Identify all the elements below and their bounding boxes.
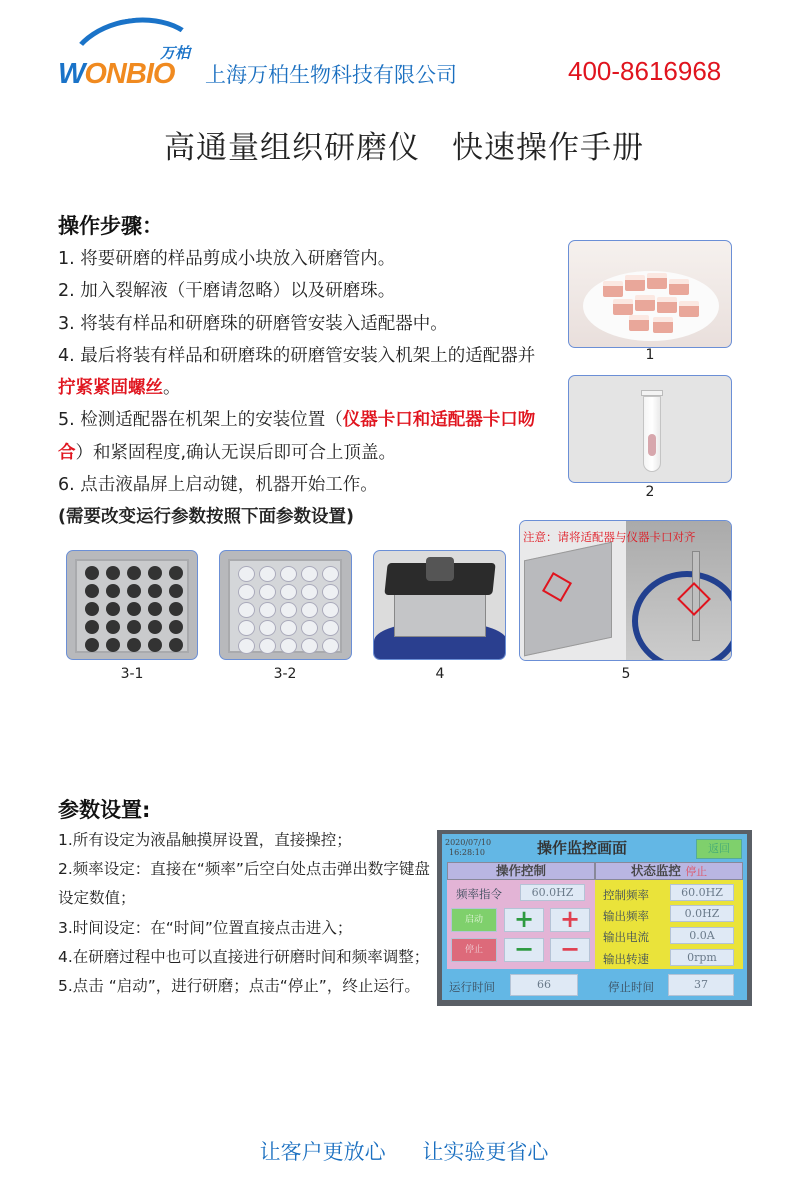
photo-meat-cubes [568,240,732,348]
footer-slogan [0,1136,808,1166]
lcd-out-current-value: 0.0A [670,927,734,944]
lcd-coarse-minus-button[interactable]: − [504,938,544,962]
lcd-run-time-input[interactable]: 66 [510,974,578,996]
lcd-stop-time-input[interactable]: 37 [668,974,734,996]
lcd-coarse-plus-button[interactable]: + [504,908,544,932]
adapter-hole [301,638,318,654]
adapter-hole [148,602,162,616]
photo-mounted-adapter [373,550,506,660]
photo-adapter-tubes [219,550,352,660]
adapter-hole [301,566,318,582]
lcd-run-time-label: 运行时间 [449,980,495,994]
step-6: 6. 点击液晶屏上启动键，机器开始工作。 [58,475,378,496]
photo-1-caption: 1 [645,347,655,363]
adapter-hole [238,584,255,600]
step-1: 1. 将要研磨的样品剪成小块放入研磨管内。 [58,249,396,269]
adapter-hole [322,566,339,582]
lcd-fine-minus-button[interactable]: − [550,938,590,962]
lcd-stop-button[interactable]: 停止 [451,938,497,962]
company-logo [56,18,206,88]
adapter-hole [127,566,141,580]
step-5: 5. 检测适配器在机架上的安装位置（仪器卡口和适配器卡口吻合）和紧固程度,确认无误后即可合上顶盖。 [58,410,536,463]
company-name: 上海万柏生物科技有限公司 [205,63,457,87]
param-1: 1.所有设定为液晶触摸屏设置，直接操控； [58,831,352,849]
adapter-hole [127,602,141,616]
lcd-out-current-label: 输出电流 [603,930,649,944]
lcd-back-button[interactable]: 返回 [696,839,742,859]
photo-3-1-caption: 3-1 [120,666,144,682]
adapter-hole [322,620,339,636]
lcd-status-value: 停止 [685,865,708,878]
adapter-hole [301,620,318,636]
adapter-hole [85,584,99,598]
lcd-out-speed-label: 输出转速 [603,952,649,966]
photo-adapter-empty [66,550,198,660]
photo-4-caption: 4 [435,666,445,682]
adapter-hole [259,620,276,636]
lcd-freq-cmd-label: 频率指令 [456,887,502,901]
lcd-out-speed-value: 0rpm [670,949,734,966]
adapter-hole [85,620,99,634]
lcd-start-button[interactable]: 启动 [451,908,497,932]
adapter-hole [85,602,99,616]
photo-2-caption: 2 [645,484,655,500]
adapter-hole [259,602,276,618]
adapter-hole [106,584,120,598]
adapter-hole [280,638,297,654]
adapter-hole [148,584,162,598]
step-4: 4. 最后将装有样品和研磨珠的研磨管安装入机架上的适配器并拧紧紧固螺丝。 [58,345,536,399]
steps-heading: 操作步骤： [58,214,163,238]
adapter-hole [280,602,297,618]
param-4: 4.在研磨过程中也可以直接进行研磨时间和频率调整； [58,947,430,966]
lcd-out-freq-value: 0.0HZ [670,905,734,922]
lcd-status-header: 状态监控 停止 [595,862,743,880]
adapter-hole [301,602,318,618]
adapter-hole [259,584,276,600]
adapter-hole [169,566,183,580]
logo-cn-text: 万柏 [160,44,191,62]
steps-note: (需要改变运行参数按照下面参数设置) [58,507,354,528]
adapter-hole [280,584,297,600]
param-3: 3.时间设定：在“时间”位置直接点击进入； [58,918,353,937]
lcd-op-ctrl-header: 操作控制 [447,862,595,880]
lcd-freq-cmd-input[interactable]: 60.0HZ [520,884,585,901]
adapter-hole [322,638,339,654]
params-heading: 参数设置: [58,798,151,822]
alignment-note: 注意：请将适配器与仪器卡口对齐 [523,530,696,544]
step-3: 3. 将装有样品和研磨珠的研磨管安装入适配器中。 [58,313,448,334]
steps-list [58,243,543,534]
step-2: 2. 加入裂解液（干磨请忽略）以及研磨珠。 [58,281,396,302]
adapter-hole [106,602,120,616]
slogan-2: 让实验更省心 [422,1140,549,1164]
adapter-hole [280,566,297,582]
adapter-block [524,542,612,657]
param-5: 5.点击 “启动”，进行研磨；点击“停止”，终止运行。 [58,977,420,996]
adapter-hole [106,620,120,634]
lcd-ctrl-freq-value: 60.0HZ [670,884,734,901]
adapter-hole [106,566,120,580]
adapter-hole [238,566,255,582]
phone-number: 400-8616968 [568,56,722,86]
lcd-stop-time-label: 停止时间 [608,980,654,994]
adapter-hole [238,602,255,618]
lcd-fine-plus-button[interactable]: + [550,908,590,932]
adapter-hole [148,638,162,652]
params-list [58,826,430,1001]
adapter-hole [301,584,318,600]
adapter-hole [85,638,99,652]
adapter-hole [148,620,162,634]
param-2: 2.频率设定：直接在“频率”后空白处点击弹出数字键盘设定数值； [58,860,430,908]
adapter-hole [259,566,276,582]
lcd-time: 16:28:10 [449,848,485,857]
lcd-title: 操作监控画面 [537,839,628,857]
adapter-hole [259,638,276,654]
photo-3-2-caption: 3-2 [273,666,297,682]
adapter-hole [238,638,255,654]
adapter-hole [127,584,141,598]
adapter-hole [106,638,120,652]
adapter-hole [169,602,183,616]
adapter-hole [148,566,162,580]
photo-alignment [519,520,732,661]
adapter-hole [169,638,183,652]
adapter-hole [127,620,141,634]
lcd-ctrl-freq-label: 控制频率 [603,888,649,902]
page-title: 高通量组织研磨仪 快速操作手册 [164,130,644,166]
lcd-control-screen [437,830,752,1006]
adapter-hole [169,620,183,634]
photo-5-caption: 5 [621,666,631,682]
adapter-hole [169,584,183,598]
adapter-hole [322,584,339,600]
adapter-hole [322,602,339,618]
photo-tube [568,375,732,483]
lcd-date: 2020/07/10 [445,838,492,847]
adapter-hole [280,620,297,636]
logo-w: W [58,58,85,90]
adapter-hole [238,620,255,636]
logo-en-text: ONBIO [84,58,175,90]
adapter-hole [127,638,141,652]
slogan-1: 让客户更放心 [259,1140,386,1164]
adapter-hole [85,566,99,580]
lcd-out-freq-label: 输出频率 [603,909,649,923]
